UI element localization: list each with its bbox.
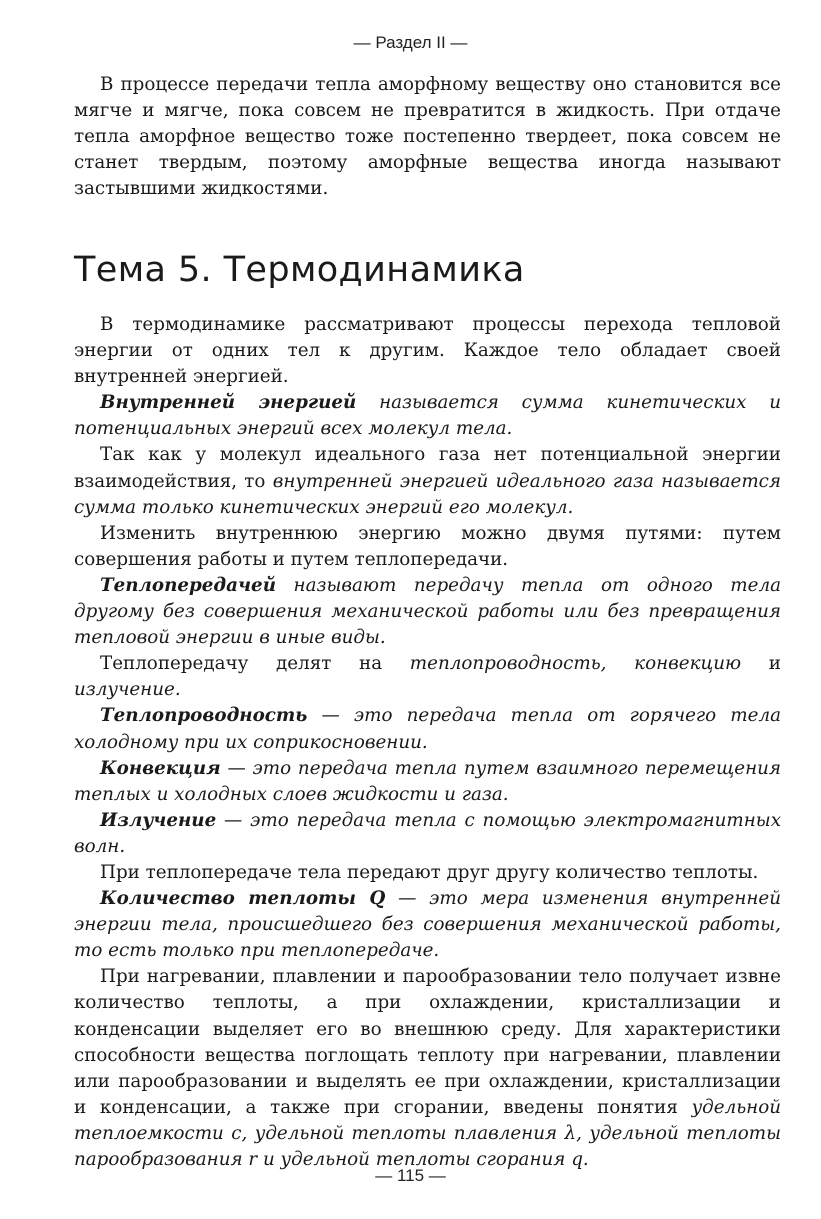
- paragraph-text: Теплопередачу делят на: [100, 653, 410, 675]
- definition-text: — это передача тепла от горячего тела холодному при их соприкосновении.: [74, 705, 781, 753]
- term-radiation: Излучение: [100, 809, 217, 831]
- definition-text: называют передачу тепла от одного тела другому без совершения механической работы или без превращения тепловой энергии в иные виды.: [74, 574, 781, 649]
- paragraph-heat-transfer-types: [74, 651, 781, 703]
- definition-text: — это мера изменения внутренней энергии тела, происшедшего без совершения механической работы, то есть только при теплопередаче.: [74, 888, 781, 962]
- paragraph-specific-heats: [74, 964, 781, 1173]
- paragraph-heat-quantity-intro: [74, 860, 781, 886]
- definition-heat-quantity: [74, 886, 781, 964]
- emphasis-text: внутренней энергией идеального газа называется сумма только кинетических энергий его молекул.: [74, 470, 782, 518]
- term-heat-transfer: Теплопередачей: [100, 574, 276, 596]
- term-conduction: Теплопроводность: [100, 705, 308, 727]
- definition-text: называется сумма кинетических и потенциальных энергий всех молекул тела.: [74, 392, 781, 440]
- definition-internal-energy: [74, 390, 781, 442]
- definition-text: — это передача тепла путем взаимного перемещения теплых и холодных слоев жидкости и газа.: [74, 757, 781, 805]
- paragraph-text: Так как у молекул идеального газа нет потенциальной энергии взаимодействия, то: [74, 444, 781, 492]
- topic-body: [74, 312, 781, 1173]
- paragraph-text: При теплопередаче тела передают друг другу количество теплоты.: [100, 861, 759, 883]
- emphasis-text: излучение.: [74, 679, 181, 701]
- term-convection: Конвекция: [100, 757, 221, 779]
- paragraph-ways-to-change: [74, 521, 781, 573]
- paragraph-text: Изменить внутреннюю энергию можно двумя путями: путем совершения работы и путем теплопередачи.: [74, 522, 781, 570]
- term-heat-quantity: Количество теплоты Q: [100, 888, 386, 910]
- conjunction-text: и: [741, 653, 781, 675]
- definition-text: — это передача тепла с помощью электромагнитных волн.: [74, 809, 781, 857]
- paragraph-text: При нагревании, плавлении и парообразовании тело получает извне количество теплоты, а при охлаждении, кристаллизации и конденсации выделяет его во внешнюю среду. Для характеристики способности вещества поглощать теплоту при нагревании, плавлении или парообразовании и выделять ее при охлаждении, кристаллизации и конденсации, а также при сгорании, введены понятия: [74, 966, 781, 1118]
- running-head: — Раздел II —: [353, 33, 468, 52]
- term-internal-energy: Внутренней энергией: [100, 392, 357, 414]
- paragraph-text: В термодинамике рассматривают процессы перехода тепловой энергии от одних тел к другим. Каждое тело обладает своей внутренней энергией.: [74, 314, 781, 388]
- emphasis-text: теплопроводность, конвекцию: [409, 653, 742, 675]
- intro-paragraph-text: В процессе передачи тепла аморфному веществу оно становится все мягче и мягче, пока совсем не превратится в жидкость. При отдаче тепла аморфное вещество тоже постепенно твердеет, пока совсем не станет твердым, поэтому аморфные вещества иногда называют застывшими жидкостями.: [74, 74, 781, 200]
- emphasis-text: удельной теплоемкости с, удельной теплоты плавления λ, удельной теплоты парообразования r и удельной теплоты сгорания q.: [74, 1096, 781, 1170]
- topic-title: Тема 5. Термодинамика: [74, 250, 525, 290]
- paragraph-thermodynamics-intro: [74, 312, 781, 390]
- page-number: — 115 —: [375, 1166, 446, 1185]
- definition-heat-transfer: [74, 573, 781, 651]
- definition-conduction: [74, 703, 781, 755]
- definition-radiation: [74, 808, 781, 860]
- intro-paragraph: [74, 72, 781, 202]
- definition-convection: [74, 756, 781, 808]
- intro-text: [74, 72, 781, 202]
- paragraph-ideal-gas: [74, 442, 781, 520]
